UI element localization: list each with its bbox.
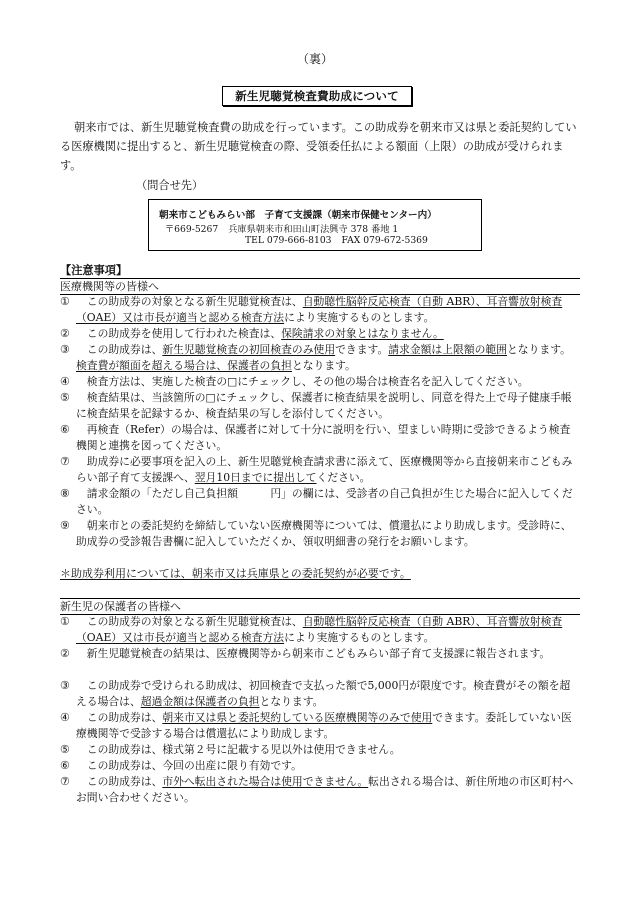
medical-item-6: ⑥ 再検査（Refer）の場合は、保護者に対して十分に説明を行い、望ましい時期に受診できるよう検査機関と連携を図ってください。 (60, 423, 571, 452)
medical-item-1: ① この助成券の対象となる新生児聴覚検査は、自動聴性脳幹反応検査（自動 ABR）、耳音響放射検査（OAE）又は市長が適当と認める検査方法により実施するものとします。 (60, 295, 563, 324)
medical-item-5: ⑤ 検査結果は、当該箇所の□にチェックし、保護者に検査結果を説明し、同意を得た上で母子健康手帳に検査結果を記録するか、検査結果の写しを添付してください。 (60, 391, 572, 420)
medical-item-4: ④ 検査方法は、実施した検査の□にチェックし、その他の場合は検査名を記入してください。 (60, 375, 529, 388)
guardian-item-3: ③ この助成券で受けられる助成は、初回検査で支払った額で5,000円が限度です。検査費がその額を超える場合は、超過金額は保護者の負担となります。 (60, 679, 571, 708)
contact-tel: TEL 079-666-8103 (245, 235, 332, 246)
contact-fax: FAX 079-672-5369 (341, 235, 428, 246)
inquiry-label: （問合せ先） (136, 179, 204, 192)
guardian-item-6: ⑥ この助成券は、今回の出産に限り有効です。 (60, 759, 302, 772)
contact-address: 兵庫県朝来市和田山町法興寺 378 番地 1 (228, 224, 399, 235)
contact-phone-line (245, 235, 428, 246)
guardian-item-2: ② 新生児聴覚検査の結果は、医療機関等から朝来市こどもみらい部子育て支援課に報告されます。 (60, 647, 551, 660)
medical-item-2: ② この助成券を使用して行われた検査は、保険請求の対象とはなりません。 (60, 327, 444, 340)
contact-address-line (165, 221, 398, 235)
medical-item-7: ⑦ 助成券に必要事項を記入の上、新生児聴覚検査請求書に添えて、医療機関等から直接朝来市こどもみらい部子育て支援課へ、翌月10日までに提出してください。 (60, 455, 573, 484)
contact-box (148, 199, 482, 251)
contact-org: 朝来市こどもみらい部 子育て支援課（朝来市保健センター内） (159, 210, 437, 221)
medical-item-9: ⑨ 朝来市との委託契約を締結していない医療機関等については、償還払により助成します。受診時に、助成券の受診報告書欄に記入していただくか、領収明細書の発行をお願いします。 (60, 519, 572, 548)
guardian-item-7: ⑦ この助成券は、市外へ転出された場合は使用できません。転出される場合は、新住所地の市区町村へお問い合わせください。 (60, 775, 574, 804)
notes-title: 【注意事項】 (60, 264, 128, 277)
guardian-item-1: ① この助成券の対象となる新生児聴覚検査は、自動聴性脳幹反応検査（自動 ABR）、耳音響放射検査（OAE）又は市長が適当と認める検査方法により実施するものとします。 (60, 615, 563, 644)
guardian-item-4: ④ この助成券は、朝来市又は県と委託契約している医療機関等のみで使用できます。委託していない医療機関等で受診する場合は償還払により助成します。 (60, 711, 572, 740)
medical-section-heading: 医療機関等の皆様へ (60, 278, 580, 295)
contract-note: ＊助成券利用については、朝来市又は兵庫県との委託契約が必要です。 (60, 567, 411, 580)
side-label: （裏） (296, 52, 333, 66)
medical-item-3: ③ この助成券は、新生児聴覚検査の初回検査のみ使用できます。請求金額は上限額の範囲となります。検査費が額面を超える場合は、保護者の負担となります。 (60, 343, 571, 372)
document-title: 新生児聴覚検査費助成について (222, 86, 412, 106)
guardian-section-heading: 新生児の保護者の皆様へ (60, 598, 580, 615)
intro-paragraph: 朝来市では、新生児聴覚検査費の助成を行っています。この助成券を朝来市又は県と委託契約している医療機関に提出すると、新生児聴覚検査の際、受領委任払による額面（上限）の助成が受けられます。 (60, 121, 577, 172)
medical-item-8: ⑧ 請求金額の「ただし自己負担額 円」の欄には、受診者の自己負担が生じた場合に記入してください。 (60, 487, 573, 516)
guardian-item-5: ⑤ この助成券は、様式第２号に記載する児以外は使用できません。 (60, 743, 401, 756)
contact-postal: 〒669-5267 (165, 224, 219, 235)
